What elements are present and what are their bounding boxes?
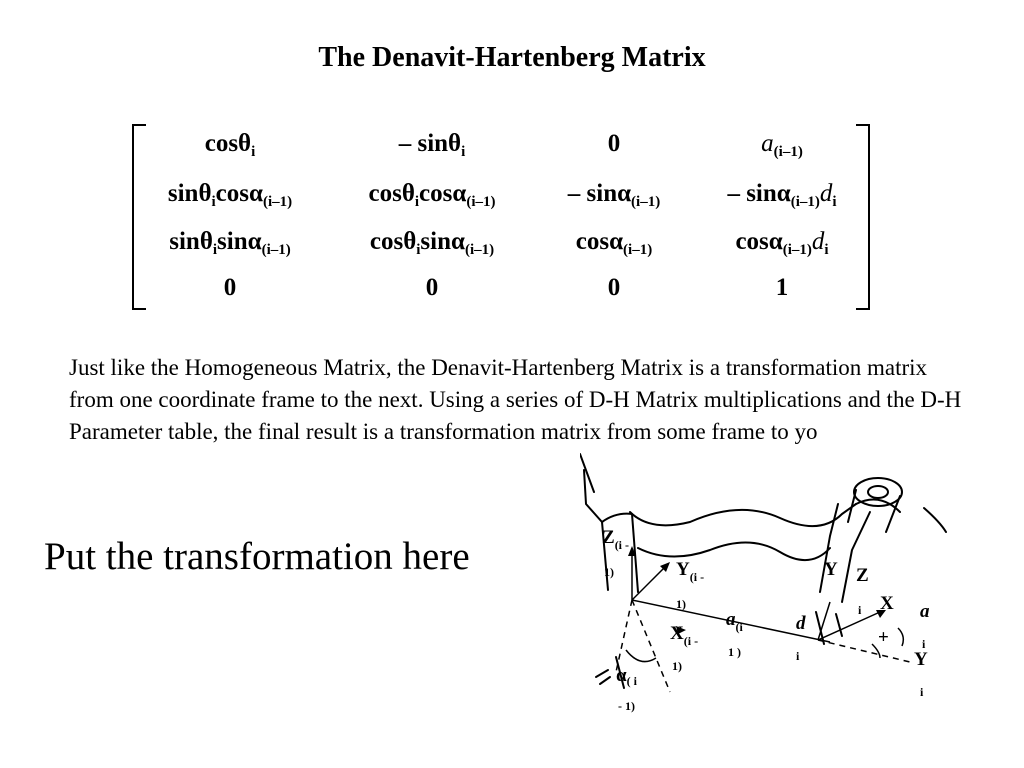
link-body-bottom xyxy=(638,542,830,560)
matrix-cell-r2-c2: cosα$_{(i-1)}$ xyxy=(575,228,653,258)
matrix-cell-r3-c0: 0 xyxy=(223,274,237,301)
a-prev-sub-label: 1 ) xyxy=(728,645,741,659)
x-prev-label: $X_{(i -}$ xyxy=(670,623,699,648)
transformation-placeholder: Put the transformation here xyxy=(44,535,470,578)
a-prev-label: $a_{(i}$ xyxy=(726,609,743,634)
z-prev-label: $Z_{(i -}$ xyxy=(602,527,630,552)
d-label: d xyxy=(796,613,806,634)
x-i-sub-label: i xyxy=(858,603,862,617)
matrix-cell-r0-c1: – sinθ$_i$ xyxy=(398,130,466,160)
y-prev-label: $Y_{(i -}$ xyxy=(676,559,705,584)
matrix-cell-r1-c1: cosθ$_i$cosα$_{(i-1)}$ xyxy=(368,180,496,210)
y-i2-label: Y xyxy=(914,649,928,670)
matrix-cell-r0-c0: cosθ$_i$ xyxy=(204,130,256,160)
plus-sign-label: + xyxy=(878,627,889,648)
slide-title: The Denavit-Hartenberg Matrix xyxy=(318,42,706,73)
matrix-cell-r2-c1: cosθ$_i$sinα$_{(i-1)}$ xyxy=(369,228,495,258)
alpha-label: $\alpha_{( i}$ xyxy=(616,665,637,688)
dh-matrix xyxy=(130,120,872,310)
matrix-cell-r3-c1: 0 xyxy=(425,274,439,301)
matrix-cell-r2-c0: sinθ$_i$sinα$_{(i-1)}$ xyxy=(169,228,291,258)
a-i-label: a xyxy=(920,601,930,622)
matrix-cell-r0-c3: $a_{(i-1)}$ xyxy=(761,130,803,160)
y-i-label: Y xyxy=(824,559,838,580)
matrix-cell-r1-c2: – sinα$_{(i-1)}$ xyxy=(567,180,661,210)
matrix-cell-r3-c2: 0 xyxy=(607,274,621,301)
d-sub-label: i xyxy=(796,649,800,663)
matrix-cell-r1-c3: – $\sin\alpha_{(i-1)}d_i$ xyxy=(727,180,837,210)
left-joint-outline xyxy=(584,470,602,522)
matrix-cell-r2-c3: $\cos\alpha_{(i-1)}d_i$ xyxy=(735,228,829,258)
y-prev-sub-label: 1) xyxy=(676,597,686,611)
x-prev-sub-label: 1) xyxy=(672,659,682,673)
alpha-sub-label: - 1) xyxy=(618,699,635,713)
y-i2-sub-label: i xyxy=(920,685,924,699)
link-body-top xyxy=(630,504,856,526)
matrix-cell-r0-c2: 0 xyxy=(607,130,621,157)
right-joint-top xyxy=(854,478,902,506)
dh-link-diagram xyxy=(580,452,948,713)
matrix-cell-r3-c3: 1 xyxy=(775,274,789,301)
x-i-label: X xyxy=(880,593,894,614)
a-i-sub-label: i xyxy=(922,637,926,651)
description-paragraph: Just like the Homogeneous Matrix, the Denavit-Hartenberg Matrix is a transformation matrix from one coordinate frame to the next. Using a series of D-H Matrix multiplications and the D-H Parameter table, the final result is a transformation matrix from some frame to yo xyxy=(69,355,962,444)
z-i-label: Z xyxy=(856,565,869,586)
matrix-cell-r1-c0: sinθ$_i$cosα$_{(i-1)}$ xyxy=(167,180,293,210)
z-prev-sub-label: 1) xyxy=(604,565,614,579)
